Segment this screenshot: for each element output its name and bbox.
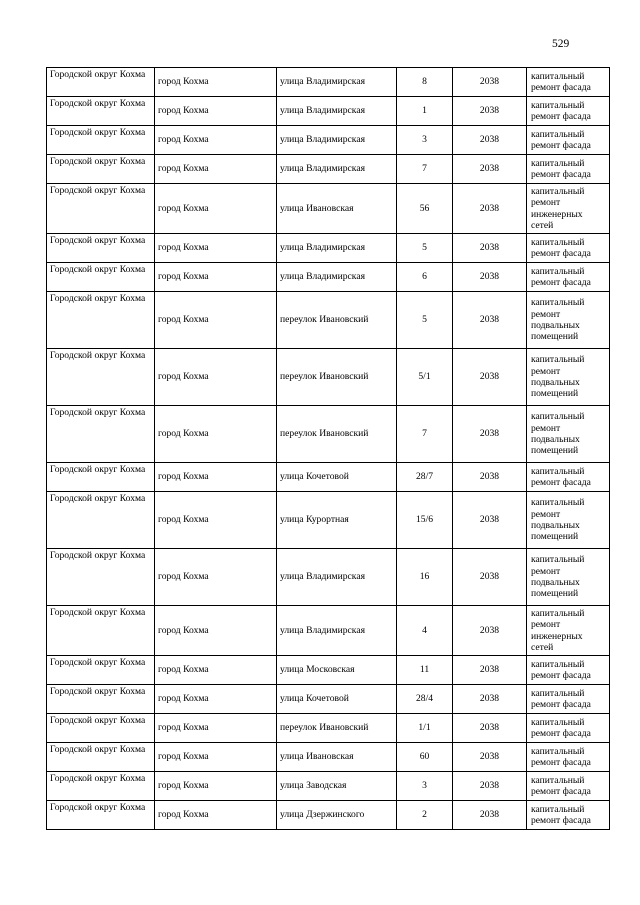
settlement-cell: город Кохма — [155, 606, 277, 656]
table-row — [47, 263, 610, 292]
house-number-cell: 4 — [397, 606, 453, 656]
street-cell: улица Курортная — [277, 492, 397, 549]
municipality-cell: Городской округ Кохма — [47, 68, 155, 97]
table-row — [47, 772, 610, 801]
house-number-cell: 1 — [397, 97, 453, 126]
work-type-cell: капитальный ремонт фасада — [527, 714, 610, 743]
street-cell: улица Владимирская — [277, 234, 397, 263]
year-cell: 2038 — [453, 349, 527, 406]
year-cell: 2038 — [453, 606, 527, 656]
table-row — [47, 155, 610, 184]
table-row — [47, 606, 610, 656]
work-type-cell: капитальный ремонт фасада — [527, 126, 610, 155]
house-number-cell: 56 — [397, 184, 453, 234]
settlement-cell: город Кохма — [155, 463, 277, 492]
work-type-cell: капитальный ремонт фасада — [527, 97, 610, 126]
house-number-cell: 6 — [397, 263, 453, 292]
year-cell: 2038 — [453, 155, 527, 184]
year-cell: 2038 — [453, 772, 527, 801]
table-row — [47, 714, 610, 743]
municipality-cell: Городской округ Кохма — [47, 492, 155, 549]
municipality-cell: Городской округ Кохма — [47, 772, 155, 801]
house-number-cell: 60 — [397, 743, 453, 772]
table-row — [47, 743, 610, 772]
house-number-cell: 16 — [397, 549, 453, 606]
work-type-cell: капитальный ремонт фасада — [527, 772, 610, 801]
house-number-cell: 5 — [397, 292, 453, 349]
work-type-cell: капитальный ремонт фасада — [527, 68, 610, 97]
municipality-cell: Городской округ Кохма — [47, 97, 155, 126]
street-cell: переулок Ивановский — [277, 714, 397, 743]
work-type-cell: капитальный ремонт фасада — [527, 155, 610, 184]
table-row — [47, 492, 610, 549]
house-number-cell: 5/1 — [397, 349, 453, 406]
settlement-cell: город Кохма — [155, 234, 277, 263]
municipality-cell: Городской округ Кохма — [47, 184, 155, 234]
house-number-cell: 15/6 — [397, 492, 453, 549]
year-cell: 2038 — [453, 263, 527, 292]
municipality-cell: Городской округ Кохма — [47, 234, 155, 263]
municipality-cell: Городской округ Кохма — [47, 349, 155, 406]
year-cell: 2038 — [453, 549, 527, 606]
street-cell: улица Дзержинского — [277, 801, 397, 830]
work-type-cell: капитальный ремонт фасада — [527, 234, 610, 263]
municipality-cell: Городской округ Кохма — [47, 606, 155, 656]
page-number: 529 — [552, 38, 570, 50]
year-cell: 2038 — [453, 184, 527, 234]
municipality-cell: Городской округ Кохма — [47, 463, 155, 492]
house-number-cell: 7 — [397, 155, 453, 184]
house-number-cell: 1/1 — [397, 714, 453, 743]
year-cell: 2038 — [453, 801, 527, 830]
table-row — [47, 292, 610, 349]
table-row — [47, 184, 610, 234]
house-number-cell: 28/7 — [397, 463, 453, 492]
year-cell: 2038 — [453, 656, 527, 685]
year-cell: 2038 — [453, 234, 527, 263]
work-type-cell: капитальный ремонт фасада — [527, 656, 610, 685]
work-type-cell: капитальный ремонт фасада — [527, 743, 610, 772]
year-cell: 2038 — [453, 492, 527, 549]
settlement-cell: город Кохма — [155, 349, 277, 406]
street-cell: улица Ивановская — [277, 184, 397, 234]
municipality-cell: Городской округ Кохма — [47, 126, 155, 155]
house-number-cell: 3 — [397, 772, 453, 801]
settlement-cell: город Кохма — [155, 492, 277, 549]
street-cell: улица Владимирская — [277, 68, 397, 97]
settlement-cell: город Кохма — [155, 406, 277, 463]
table-row — [47, 801, 610, 830]
work-type-cell: капитальный ремонт фасада — [527, 801, 610, 830]
work-type-cell: капитальный ремонт инженерных сетей — [527, 606, 610, 656]
work-type-cell: капитальный ремонт фасада — [527, 263, 610, 292]
settlement-cell: город Кохма — [155, 68, 277, 97]
house-number-cell: 5 — [397, 234, 453, 263]
house-number-cell: 11 — [397, 656, 453, 685]
municipality-cell: Городской округ Кохма — [47, 549, 155, 606]
year-cell: 2038 — [453, 406, 527, 463]
year-cell: 2038 — [453, 292, 527, 349]
street-cell: переулок Ивановский — [277, 292, 397, 349]
street-cell: улица Кочетовой — [277, 685, 397, 714]
year-cell: 2038 — [453, 463, 527, 492]
table-row — [47, 656, 610, 685]
table-row — [47, 463, 610, 492]
municipality-cell: Городской округ Кохма — [47, 801, 155, 830]
house-number-cell: 2 — [397, 801, 453, 830]
settlement-cell: город Кохма — [155, 184, 277, 234]
work-type-cell: капитальный ремонт фасада — [527, 685, 610, 714]
street-cell: улица Владимирская — [277, 263, 397, 292]
settlement-cell: город Кохма — [155, 126, 277, 155]
settlement-cell: город Кохма — [155, 292, 277, 349]
table-row — [47, 234, 610, 263]
street-cell: улица Владимирская — [277, 606, 397, 656]
street-cell: переулок Ивановский — [277, 349, 397, 406]
settlement-cell: город Кохма — [155, 685, 277, 714]
municipality-cell: Городской округ Кохма — [47, 743, 155, 772]
street-cell: улица Заводская — [277, 772, 397, 801]
settlement-cell: город Кохма — [155, 263, 277, 292]
year-cell: 2038 — [453, 126, 527, 155]
table-row — [47, 549, 610, 606]
street-cell: улица Владимирская — [277, 126, 397, 155]
work-type-cell: капитальный ремонт подвальных помещений — [527, 492, 610, 549]
table-row — [47, 406, 610, 463]
work-type-cell: капитальный ремонт фасада — [527, 463, 610, 492]
house-number-cell: 8 — [397, 68, 453, 97]
settlement-cell: город Кохма — [155, 743, 277, 772]
municipality-cell: Городской округ Кохма — [47, 685, 155, 714]
municipality-cell: Городской округ Кохма — [47, 406, 155, 463]
repair-schedule-table — [46, 67, 610, 830]
year-cell: 2038 — [453, 714, 527, 743]
settlement-cell: город Кохма — [155, 772, 277, 801]
street-cell: улица Московская — [277, 656, 397, 685]
table-row — [47, 126, 610, 155]
street-cell: улица Владимирская — [277, 97, 397, 126]
table-body — [47, 68, 610, 830]
house-number-cell: 7 — [397, 406, 453, 463]
municipality-cell: Городской округ Кохма — [47, 656, 155, 685]
municipality-cell: Городской округ Кохма — [47, 263, 155, 292]
street-cell: улица Владимирская — [277, 549, 397, 606]
settlement-cell: город Кохма — [155, 714, 277, 743]
table-row — [47, 97, 610, 126]
municipality-cell: Городской округ Кохма — [47, 292, 155, 349]
settlement-cell: город Кохма — [155, 155, 277, 184]
table-row — [47, 685, 610, 714]
house-number-cell: 28/4 — [397, 685, 453, 714]
house-number-cell: 3 — [397, 126, 453, 155]
settlement-cell: город Кохма — [155, 549, 277, 606]
table-row — [47, 349, 610, 406]
work-type-cell: капитальный ремонт подвальных помещений — [527, 292, 610, 349]
settlement-cell: город Кохма — [155, 97, 277, 126]
municipality-cell: Городской округ Кохма — [47, 155, 155, 184]
settlement-cell: город Кохма — [155, 801, 277, 830]
table-row — [47, 68, 610, 97]
settlement-cell: город Кохма — [155, 656, 277, 685]
year-cell: 2038 — [453, 97, 527, 126]
year-cell: 2038 — [453, 685, 527, 714]
work-type-cell: капитальный ремонт подвальных помещений — [527, 349, 610, 406]
work-type-cell: капитальный ремонт инженерных сетей — [527, 184, 610, 234]
street-cell: улица Кочетовой — [277, 463, 397, 492]
municipality-cell: Городской округ Кохма — [47, 714, 155, 743]
year-cell: 2038 — [453, 743, 527, 772]
work-type-cell: капитальный ремонт подвальных помещений — [527, 406, 610, 463]
year-cell: 2038 — [453, 68, 527, 97]
street-cell: улица Ивановская — [277, 743, 397, 772]
work-type-cell: капитальный ремонт подвальных помещений — [527, 549, 610, 606]
street-cell: переулок Ивановский — [277, 406, 397, 463]
street-cell: улица Владимирская — [277, 155, 397, 184]
